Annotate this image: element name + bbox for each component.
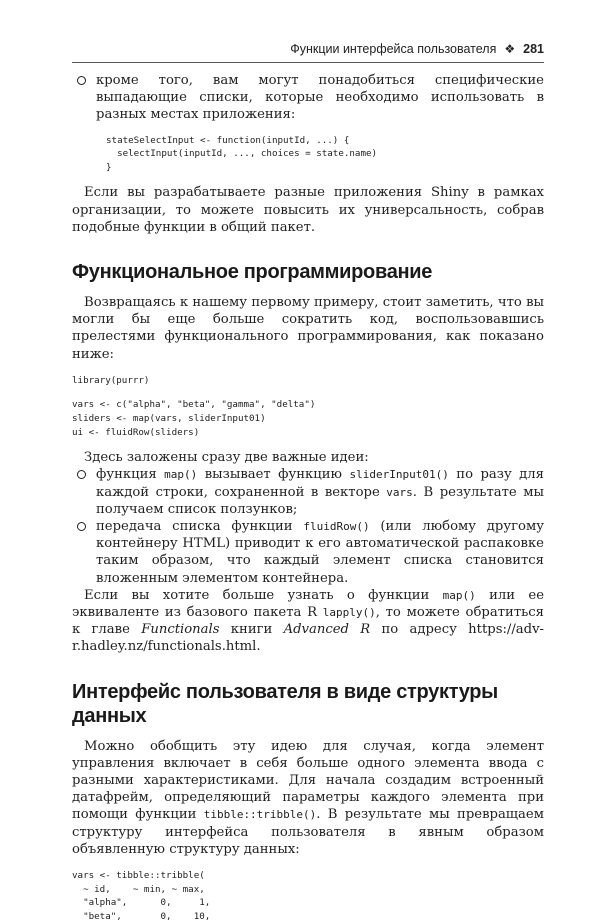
paragraph: Здесь заложены сразу две важные идеи:	[84, 450, 369, 466]
bullet-circle-icon	[77, 76, 86, 85]
text-fragment: (или любому другому контейнеру HTML) приводит к его автоматической распаковке таким образом, что каждый элемент списка становится вложенным элементом контейнера.	[96, 519, 544, 586]
inline-code: map()	[442, 588, 476, 602]
chapter-title: Функции интерфейса пользователя	[290, 42, 497, 56]
running-head	[72, 42, 544, 56]
header-rule	[72, 62, 544, 63]
inline-code: fluidRow()	[303, 520, 370, 533]
code-block-library: library(purrr)	[72, 374, 150, 386]
paragraph: Если вы разрабатываете разные приложения Shiny в рамках организации, то можете повысить их универсальность, собрав подобные функции в общий пакет.	[72, 185, 544, 235]
inline-code: sliderInput01()	[349, 468, 449, 482]
inline-code: map()	[164, 468, 198, 482]
text-fragment: передача списка функции	[96, 519, 304, 534]
section-heading-ui-data-structure: Интерфейс пользователя в виде структуры данных	[72, 680, 498, 727]
text-fragment: вызывает функцию	[197, 467, 350, 483]
bullet-circle-icon	[77, 522, 86, 531]
text-fragment: Можно обобщить эту идею для случая, когда элемент управления включает в себя больше одного элемента ввода с разными характеристиками. Для начала создадим встроенный датафрейм, определяющий параметры каждого элемента при помощи функции	[72, 738, 544, 823]
paragraph: Возвращаясь к нашему первому примеру, стоит заметить, что вы могли бы еще больше сократить код, воспользовавшись прелестями функционального программирования, как показано ниже:	[72, 295, 544, 362]
inline-code: lapply()	[322, 606, 376, 620]
section-heading-functional: Функциональное программирование	[72, 261, 433, 283]
book-chapter-title: Functionals	[141, 622, 220, 638]
text-fragment: книги	[219, 622, 284, 638]
page-number: 281	[523, 42, 544, 56]
page-body	[72, 70, 544, 923]
inline-code: vars	[386, 485, 413, 499]
text-fragment: . В результате мы превращаем структуру интерфейса пользователя в явным образом объявленную структуру данных:	[72, 807, 544, 857]
bullet-text: кроме того, вам могут понадобиться специфические выпадающие списки, которые необходимо использовать в разных местах приложения:	[96, 73, 544, 123]
text-fragment: по разу для каждой строки, сохраненной в векторе	[96, 467, 544, 500]
inline-code: tibble::tribble()	[203, 808, 317, 822]
bullet-item	[72, 466, 544, 518]
bullet-circle-icon	[77, 470, 86, 479]
text-fragment: функция	[96, 467, 165, 483]
code-block-state-select: stateSelectInput <- function(inputId, ...) { selectInput(inputId, ..., choices = state.name) }	[106, 134, 378, 173]
text-fragment: , то можете обратиться к главе	[72, 605, 544, 638]
text-fragment: . В результате мы получаем список ползунков;	[96, 484, 544, 517]
code-block-sliders: vars <- c("alpha", "beta", "gamma", "delta") sliders <- map(vars, sliderInput01) ui <- fluidRow(sliders)	[72, 399, 316, 438]
text-fragment: Если вы хотите больше узнать о функции	[84, 587, 443, 603]
code-block-tribble: vars <- tibble::tribble( ~ id, ~ min, ~ max, "alpha", 0, 1, "beta", 0, 10,	[72, 870, 211, 922]
book-title: Advanced R	[283, 622, 371, 638]
paragraph	[72, 738, 544, 858]
text-fragment: или ее эквиваленте из базового пакета R	[72, 587, 545, 621]
bullet-item	[72, 518, 544, 587]
text-fragment: по адресу https://adv-r.hadley.nz/functionals.html.	[72, 622, 544, 655]
bullet-item	[72, 72, 544, 124]
paragraph	[72, 587, 544, 656]
ornament-icon: ❖	[504, 42, 516, 56]
